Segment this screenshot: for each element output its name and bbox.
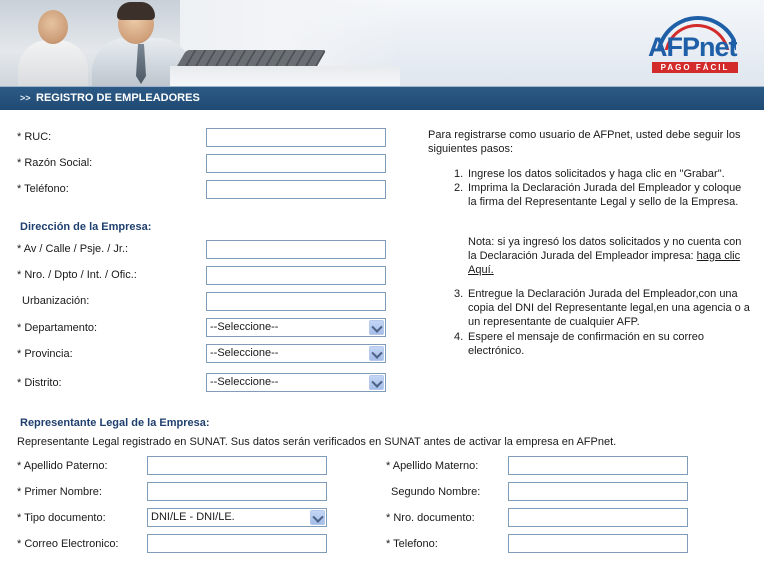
- logo-brand: AFPnet: [648, 32, 737, 62]
- primer-nombre-input[interactable]: [147, 482, 327, 501]
- telefono-representante-input[interactable]: [508, 534, 688, 553]
- distrito-label: * Distrito:: [17, 377, 62, 389]
- step-text: Ingrese los datos solicitados y haga clic en "Grabar".: [468, 168, 725, 180]
- segundo-nombre-label: Segundo Nombre:: [391, 486, 481, 498]
- provincia-value: --Seleccione--: [210, 347, 279, 359]
- chevron-down-icon[interactable]: [310, 510, 325, 525]
- address-section-title: Dirección de la Empresa:: [20, 221, 152, 233]
- apellido-materno-label: * Apellido Materno:: [386, 460, 479, 472]
- step-4: [454, 330, 754, 358]
- primer-nombre-label: * Primer Nombre:: [17, 486, 102, 498]
- departamento-value: --Seleccione--: [210, 321, 279, 333]
- distrito-select[interactable]: [206, 373, 386, 392]
- instructions-note: [468, 235, 750, 277]
- segundo-nombre-input[interactable]: [508, 482, 688, 501]
- ruc-input[interactable]: [206, 128, 386, 147]
- urbanizacion-label: Urbanización:: [22, 295, 90, 307]
- step-number: 4.: [454, 331, 464, 343]
- correo-input[interactable]: [147, 534, 327, 553]
- departamento-label: * Departamento:: [17, 322, 98, 334]
- chevron-down-icon[interactable]: [369, 346, 384, 361]
- header-photo: [0, 0, 400, 86]
- afpnet-logo: [646, 10, 742, 74]
- nro-documento-label: * Nro. documento:: [386, 512, 475, 524]
- apellido-paterno-input[interactable]: [147, 456, 327, 475]
- step-number: 2.: [454, 182, 464, 194]
- tipo-documento-value: DNI/LE - DNI/LE.: [151, 511, 235, 523]
- nro-documento-input[interactable]: [508, 508, 688, 527]
- representative-section-title: Representante Legal de la Empresa:: [20, 417, 210, 429]
- step-text: Imprima la Declaración Jurada del Empleador y coloque la firma del Representante Legal y sello de la Empresa.: [468, 182, 742, 208]
- logo-tagline: PAGO FÁCIL: [652, 62, 738, 73]
- nro-input[interactable]: [206, 266, 386, 285]
- representative-description: Representante Legal registrado en SUNAT. Sus datos serán verificados en SUNAT antes de activar la empresa en AFPnet.: [17, 436, 617, 448]
- via-label: * Av / Calle / Psje. / Jr.:: [17, 243, 129, 255]
- instructions-intro-text: Para registrarse como usuario de AFPnet, usted debe seguir los siguientes pasos:: [428, 129, 741, 155]
- step-text: Espere el mensaje de confirmación en su correo electrónico.: [468, 331, 705, 357]
- note-text: Nota: si ya ingresó los datos solicitados y no cuenta con la Declaración Jurada del Empleador impresa:: [468, 236, 742, 262]
- urbanizacion-input[interactable]: [206, 292, 386, 311]
- instructions-intro: [428, 128, 750, 156]
- via-input[interactable]: [206, 240, 386, 259]
- apellido-paterno-label: * Apellido Paterno:: [17, 460, 108, 472]
- header-banner: [0, 0, 764, 86]
- apellido-materno-input[interactable]: [508, 456, 688, 475]
- step-3: [454, 287, 754, 329]
- tipo-documento-select[interactable]: [147, 508, 327, 527]
- provincia-select[interactable]: [206, 344, 386, 363]
- razon-social-label: * Razón Social:: [17, 157, 93, 169]
- step-number: 1.: [454, 168, 464, 180]
- click-here-link[interactable]: haga clic Aquí.: [468, 250, 741, 276]
- double-chevron-icon: >>: [20, 93, 31, 103]
- provincia-label: * Provincia:: [17, 348, 73, 360]
- step-2: [454, 181, 754, 209]
- tipo-documento-label: * Tipo documento:: [17, 512, 106, 524]
- telefono-label: * Teléfono:: [17, 183, 69, 195]
- chevron-down-icon[interactable]: [369, 375, 384, 390]
- step-text: Entregue la Declaración Jurada del Empleador,con una copia del DNI del Representante legal,en una agencia o a un representante de cualquier AFP.: [468, 288, 750, 328]
- telefono-representante-label: * Telefono:: [386, 538, 438, 550]
- section-title-bar: [0, 86, 764, 110]
- telefono-input[interactable]: [206, 180, 386, 199]
- ruc-label: * RUC:: [17, 131, 52, 143]
- correo-label: * Correo Electronico:: [17, 538, 119, 550]
- step-number: 3.: [454, 288, 464, 300]
- departamento-select[interactable]: [206, 318, 386, 337]
- chevron-down-icon[interactable]: [369, 320, 384, 335]
- razon-social-input[interactable]: [206, 154, 386, 173]
- page-title: REGISTRO DE EMPLEADORES: [36, 92, 200, 104]
- distrito-value: --Seleccione--: [210, 376, 279, 388]
- nro-label: * Nro. / Dpto / Int. / Ofic.:: [17, 269, 137, 281]
